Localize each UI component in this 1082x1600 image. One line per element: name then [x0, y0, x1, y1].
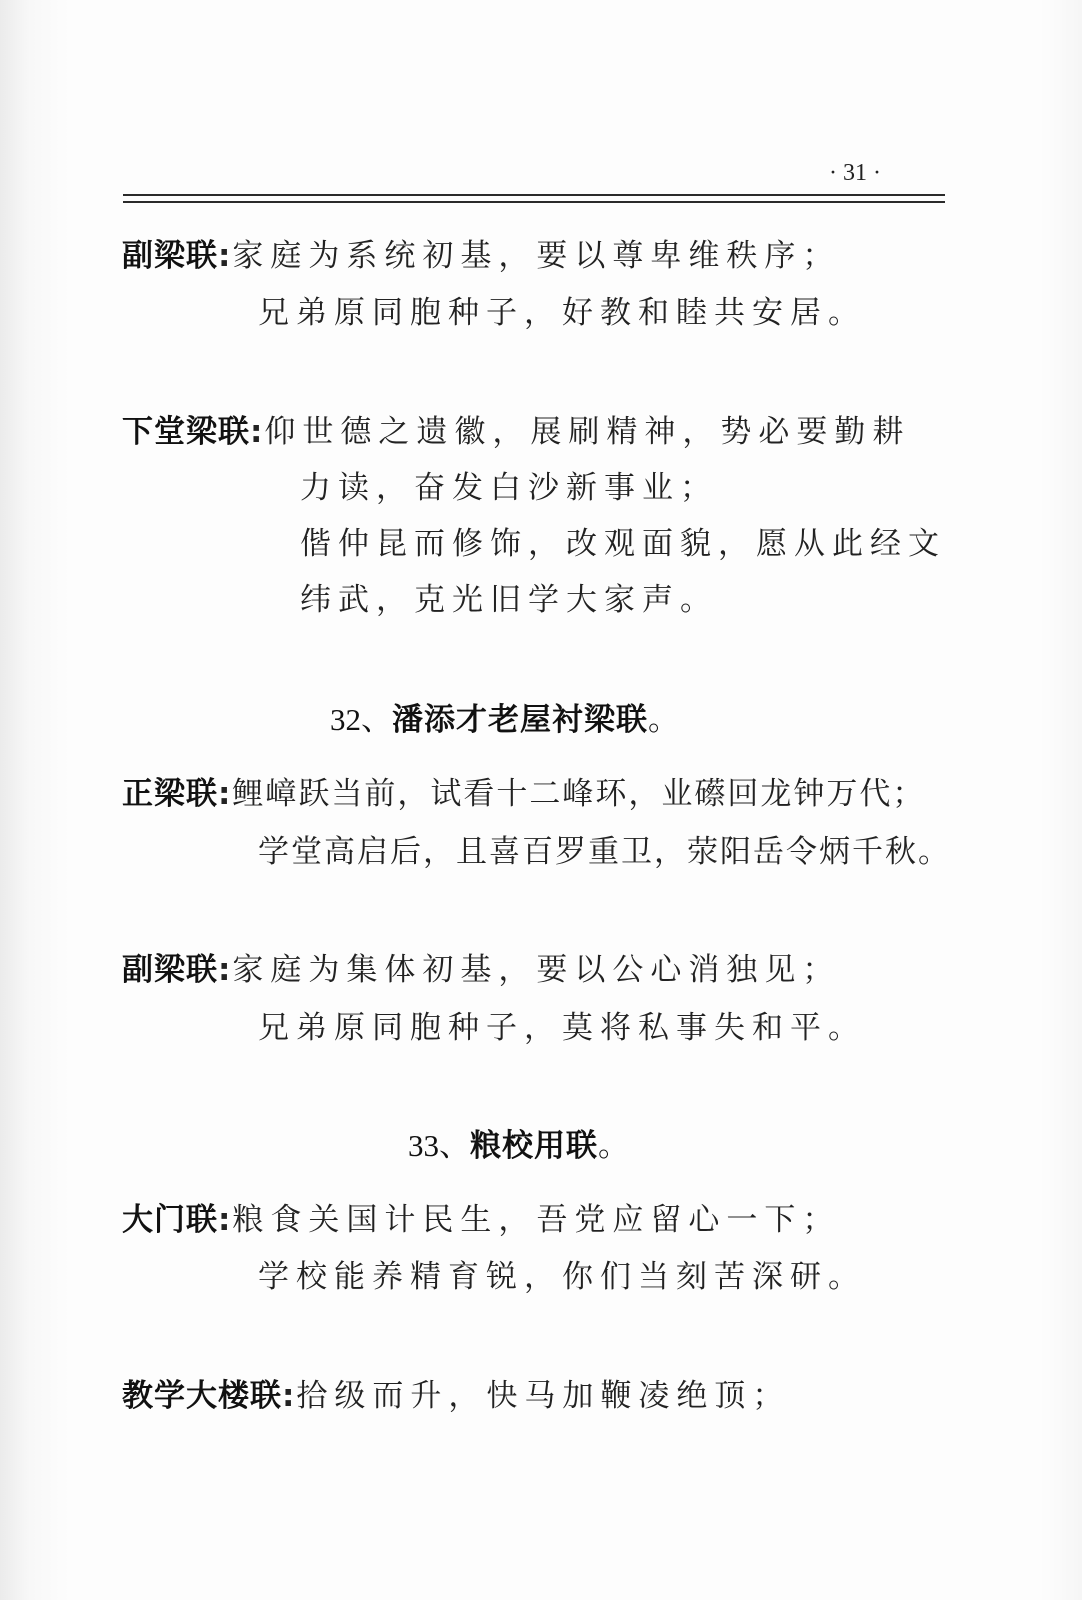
label-colon: :	[218, 238, 231, 274]
couplet-line: 纬武，克光旧学大家声。	[300, 582, 718, 618]
couplet-text: 粮食关国计民生，吾党应留心一下；	[232, 1202, 841, 1238]
section-number: 32、	[330, 702, 392, 737]
couplet-line: 兄弟原同胞种子，莫将私事失和平。	[258, 1010, 866, 1046]
section-heading	[330, 700, 679, 740]
couplet-label: 正梁联	[122, 776, 218, 812]
section-title: 粮校用联	[470, 1128, 598, 1164]
couplet-line: 偕仲昆而修饰，改观面貌，愿从此经文	[300, 526, 946, 562]
header-rule-bottom	[123, 201, 945, 203]
couplet-text: 拾级而升，快马加鞭凌绝顶；	[296, 1378, 791, 1414]
couplet-line: 学堂高启后，且喜百罗重卫，荥阳岳令炳千秋。	[258, 834, 951, 870]
label-colon: :	[250, 414, 263, 450]
couplet-text: 家庭为系统初基，要以尊卑维秩序；	[232, 238, 841, 274]
page-number: · 31 ·	[829, 160, 881, 186]
couplet-line	[122, 774, 925, 814]
couplet-line	[122, 950, 840, 990]
header-rule-top	[123, 194, 945, 196]
couplet-label: 副梁联	[122, 952, 218, 988]
label-colon: :	[218, 1202, 231, 1238]
heading-end: 。	[648, 702, 679, 738]
couplet-line	[122, 236, 840, 276]
couplet-line	[122, 1376, 790, 1416]
heading-end: 。	[598, 1128, 629, 1164]
couplet-line: 兄弟原同胞种子，好教和睦共安居。	[258, 295, 866, 331]
section-number: 33、	[408, 1128, 470, 1163]
label-colon: :	[218, 952, 231, 988]
couplet-line	[122, 1200, 840, 1240]
couplet-text: 家庭为集体初基，要以公心消独见；	[232, 952, 841, 988]
label-colon: :	[282, 1378, 295, 1414]
couplet-line	[122, 412, 910, 452]
couplet-label: 教学大楼联	[122, 1378, 282, 1414]
couplet-line: 学校能养精育锐，你们当刻苦深研。	[258, 1259, 866, 1295]
couplet-text: 仰世德之遗徽，展刷精神，势必要勤耕	[264, 414, 911, 450]
section-heading	[408, 1126, 629, 1166]
couplet-label: 副梁联	[122, 238, 218, 274]
label-colon: :	[218, 776, 231, 812]
couplet-label: 大门联	[122, 1202, 218, 1238]
couplet-label: 下堂梁联	[122, 414, 250, 450]
couplet-text: 鲤嶂跃当前，试看十二峰环，业礤回龙钟万代；	[232, 776, 926, 812]
couplet-line: 力读，奋发白沙新事业；	[300, 470, 718, 506]
section-title: 潘添才老屋衬梁联	[392, 702, 648, 738]
